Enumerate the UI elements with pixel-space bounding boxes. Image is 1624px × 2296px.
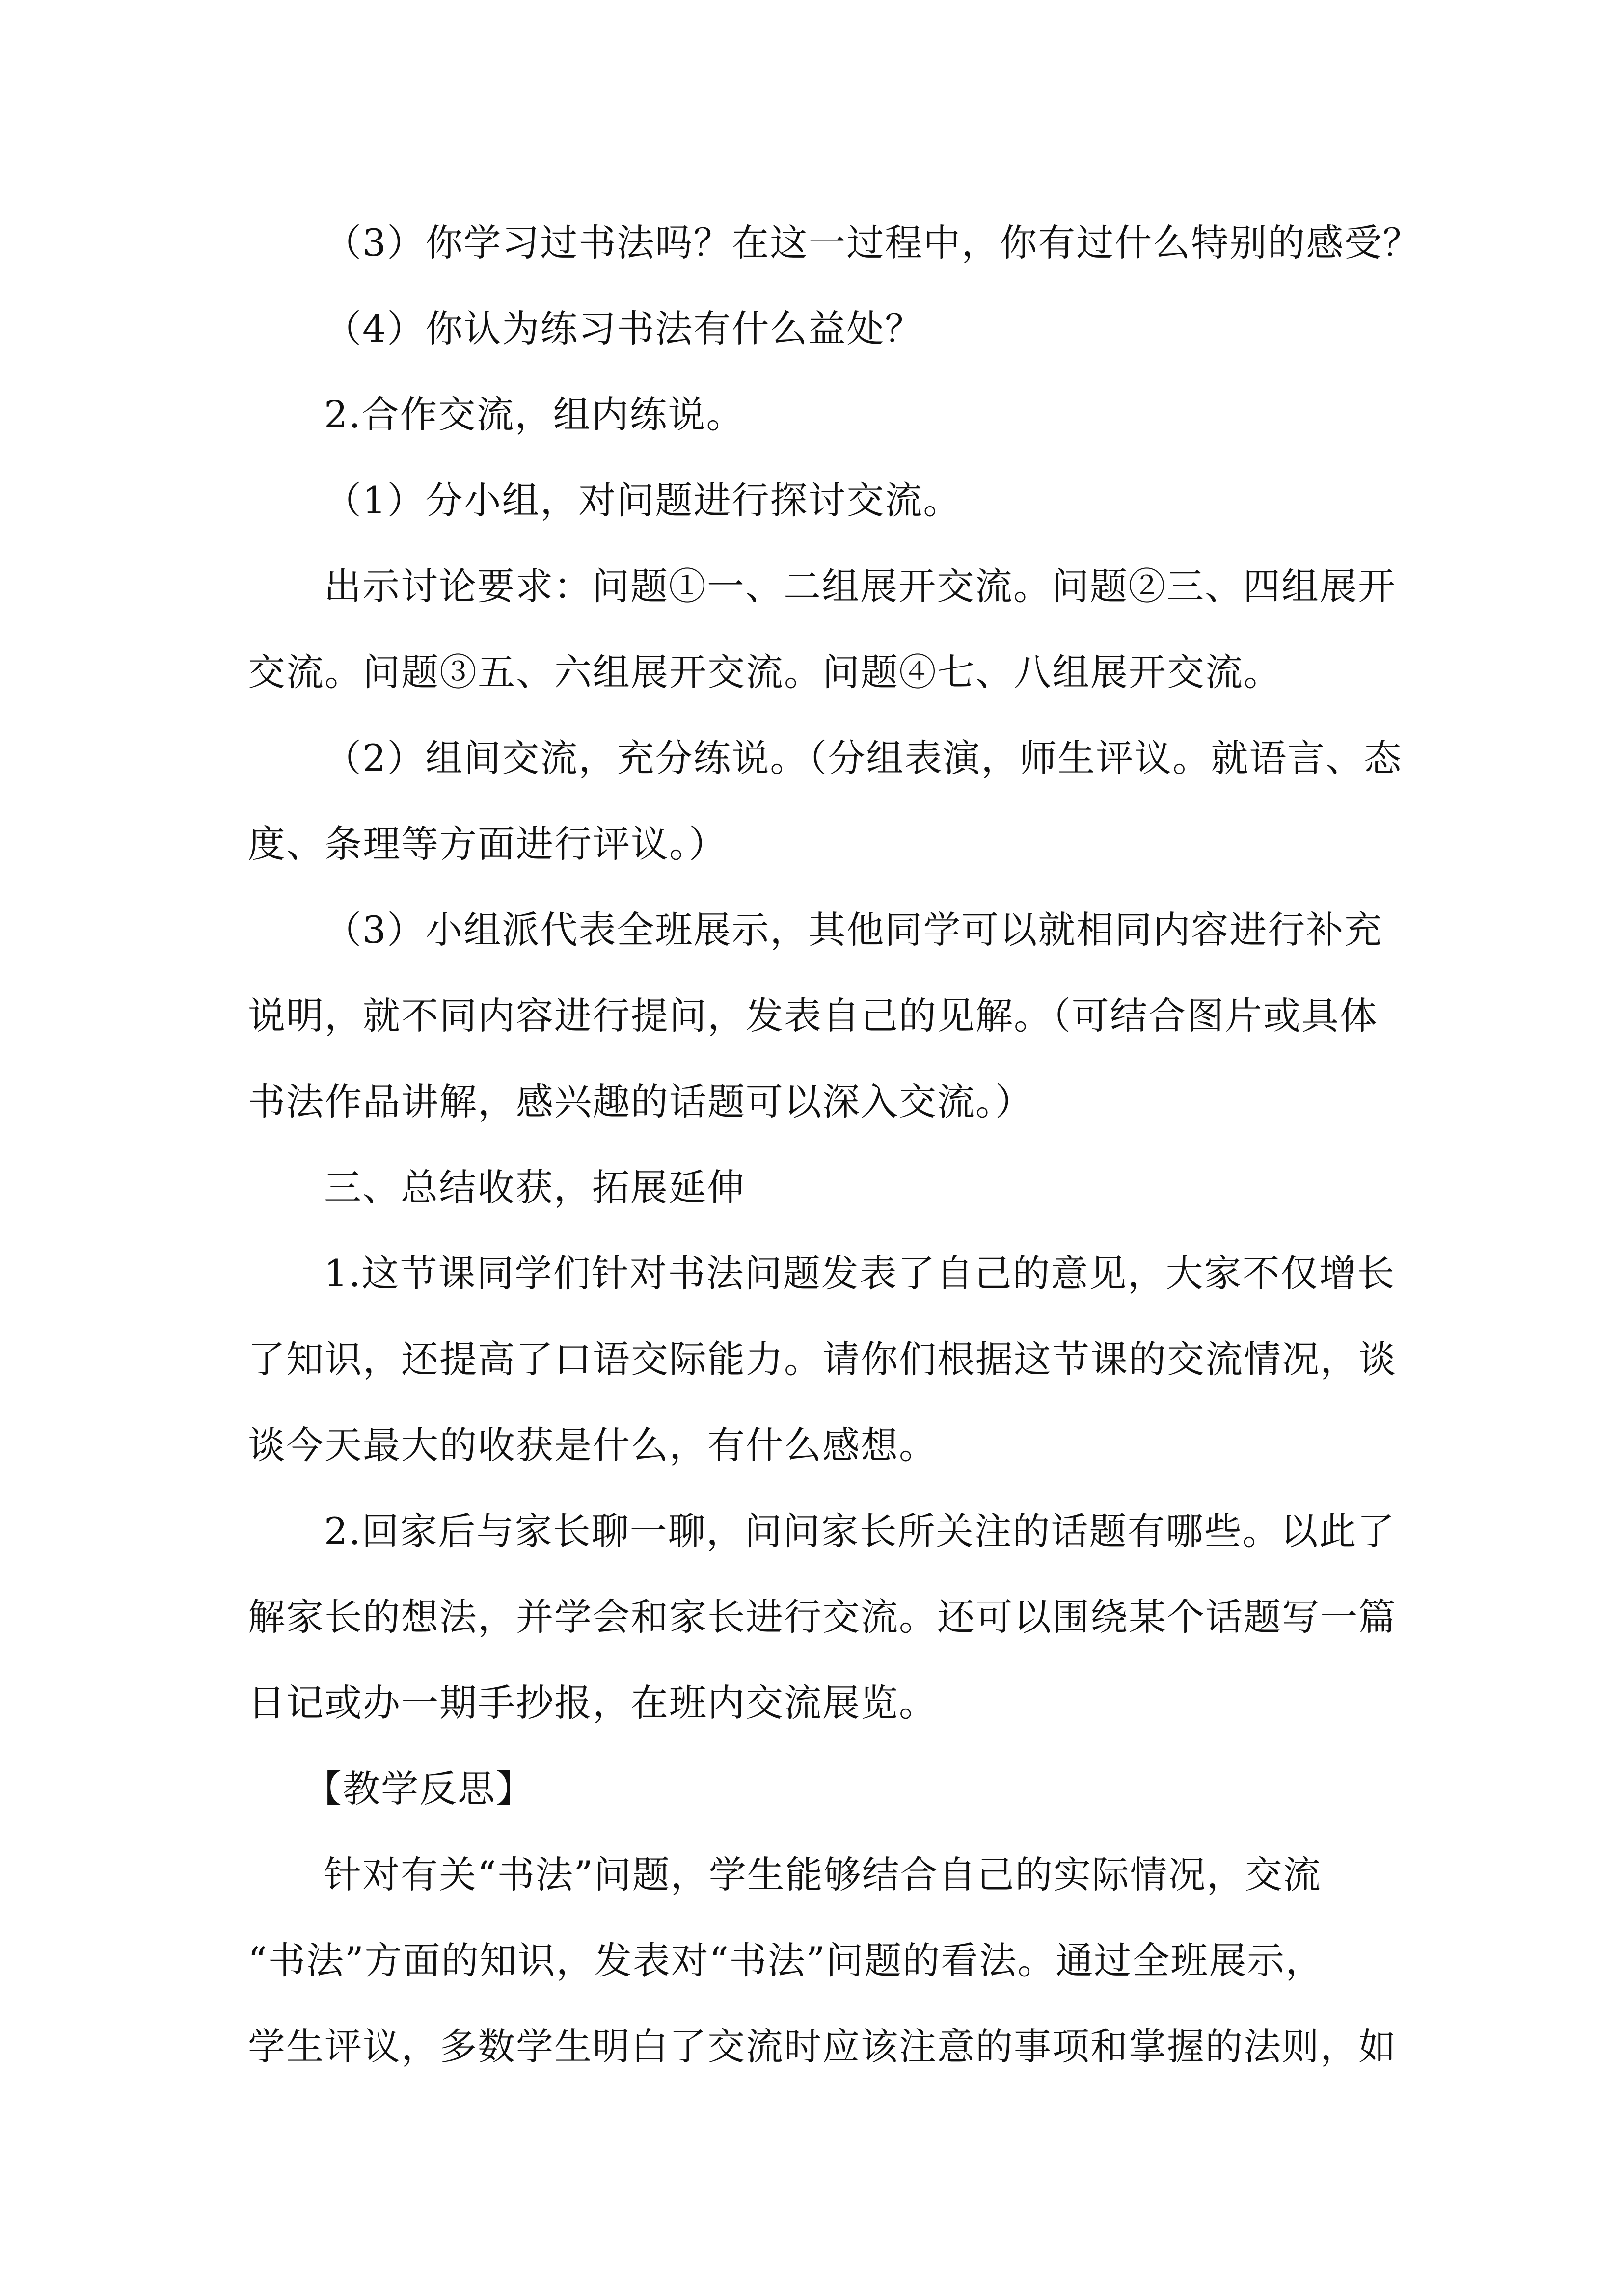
paragraph-line: 日记或办一期手抄报，在班内交流展览。 xyxy=(248,1681,937,1725)
paragraph-line: 谈今天最大的收获是什么，有什么感想。 xyxy=(248,1423,937,1467)
paragraph-line: “书法”方面的知识，发表对“书法”问题的看法。通过全班展示， xyxy=(248,1939,1324,1982)
paragraph-line: 解家长的想法，并学会和家长进行交流。还可以围绕某个话题写一篇 xyxy=(248,1595,1397,1639)
paragraph-line: （2）组间交流，充分练说。（分组表演，师生评议。就语言、态 xyxy=(324,736,1403,780)
paragraph-line: 2.回家后与家长聊一聊，问问家长所关注的话题有哪些。以此了 xyxy=(324,1509,1396,1553)
paragraph-line: 1.这节课同学们针对书法问题发表了自己的意见，大家不仅增长 xyxy=(324,1252,1396,1295)
paragraph-line: 了知识，还提高了口语交际能力。请你们根据这节课的交流情况，谈 xyxy=(248,1337,1397,1381)
section-heading: 【教学反思】 xyxy=(304,1767,534,1811)
paragraph-line: （1）分小组，对问题进行探讨交流。 xyxy=(324,479,962,522)
paragraph-line: 书法作品讲解，感兴趣的话题可以深入交流。） xyxy=(248,1080,1033,1123)
paragraph-line: （3）小组派代表全班展示，其他同学可以就相同内容进行补充 xyxy=(324,908,1383,952)
paragraph-line: （3）你学习过书法吗？在这一过程中，你有过什么特别的感受？ xyxy=(324,221,1421,265)
paragraph-line: （4）你认为练习书法有什么益处？ xyxy=(324,307,923,350)
paragraph-line: 交流。问题③五、六组展开交流。问题④七、八组展开交流。 xyxy=(248,650,1282,694)
paragraph-line: 说明，就不同内容进行提问，发表自己的见解。（可结合图片或具体 xyxy=(248,994,1378,1038)
paragraph-line: 度、条理等方面进行评议。） xyxy=(248,822,727,866)
section-heading: 三、总结收获，拓展延伸 xyxy=(324,1166,745,1209)
paragraph-line: 学生评议，多数学生明白了交流时应该注意的事项和掌握的法则，如 xyxy=(248,2025,1397,2068)
paragraph-line: 针对有关“书法”问题，学生能够结合自己的实际情况，交流 xyxy=(324,1853,1322,1896)
paragraph-line: 出示讨论要求：问题①一、二组展开交流。问题②三、四组展开 xyxy=(324,564,1396,608)
section-heading: 2.合作交流，组内练说。 xyxy=(324,393,745,436)
